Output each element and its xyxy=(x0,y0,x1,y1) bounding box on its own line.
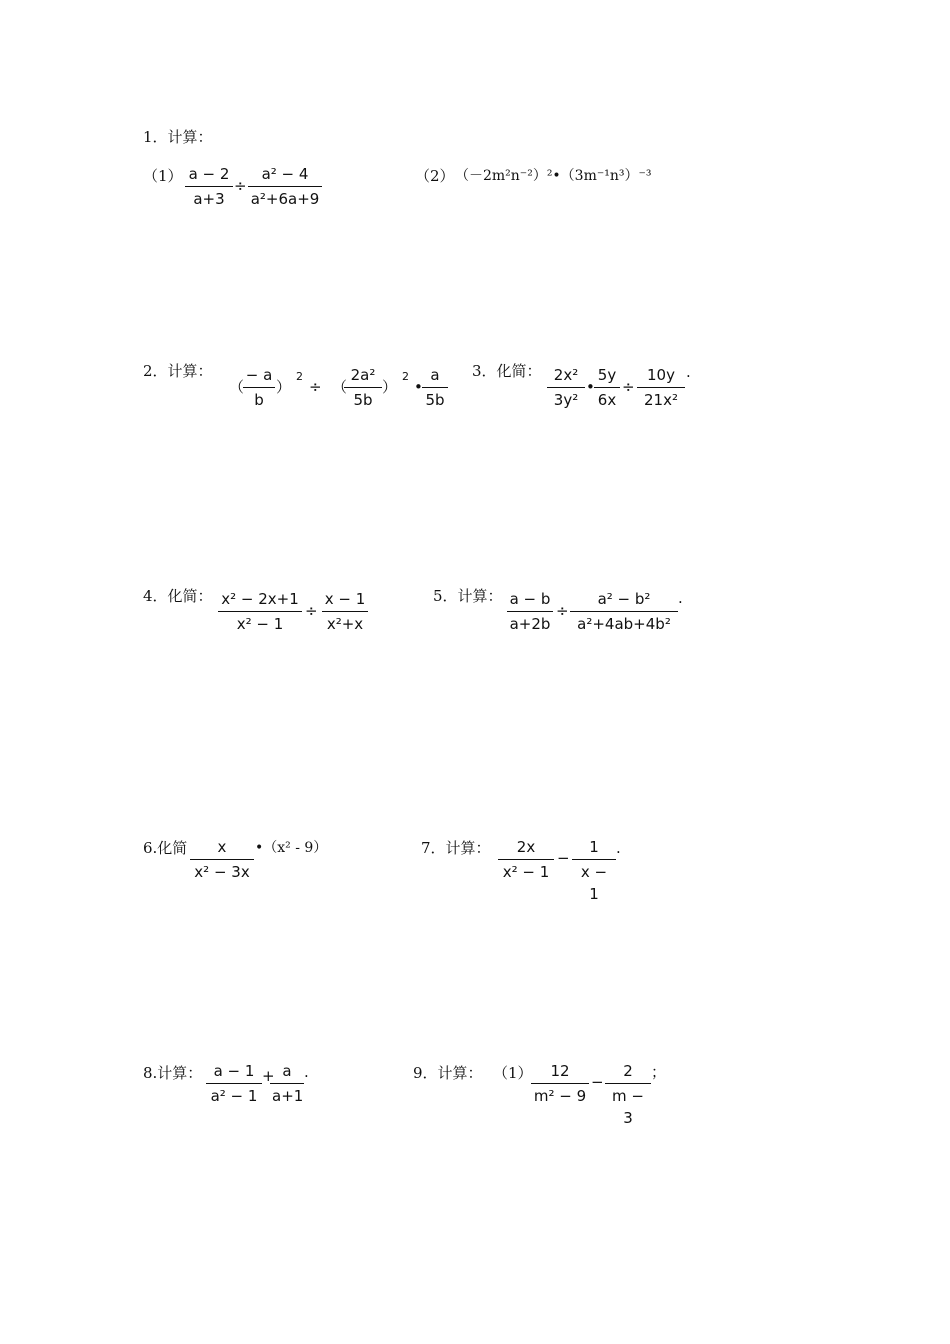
numerator: 2x² xyxy=(553,366,579,384)
numerator: x − 1 xyxy=(324,590,366,608)
right-paren: ） xyxy=(382,378,398,396)
fraction-bar xyxy=(572,859,616,860)
denominator: a+2b xyxy=(509,615,551,633)
plus-sign: + xyxy=(262,1067,275,1085)
divide-sign: ÷ xyxy=(622,378,635,396)
numerator: x² − 2x+1 xyxy=(221,590,299,608)
denominator: b xyxy=(254,391,264,409)
fraction-bar xyxy=(594,387,620,388)
problem-2-label: 2．计算： xyxy=(143,362,213,380)
denominator: 21x² xyxy=(644,391,678,409)
denominator: 5b xyxy=(353,391,373,409)
fraction-bar xyxy=(570,611,678,612)
denominator: 3y² xyxy=(553,391,579,409)
denominator: x − 1 xyxy=(580,863,608,903)
numerator: 12 xyxy=(550,1062,570,1080)
numerator: 2 xyxy=(623,1062,633,1080)
problem-6-tail-expression: •（x² - 9） xyxy=(255,840,328,856)
denominator: a²+6a+9 xyxy=(250,190,320,208)
left-paren: （ xyxy=(332,378,348,396)
numerator: a xyxy=(282,1062,292,1080)
problem-9-label: 9．计算： xyxy=(413,1064,483,1082)
semicolon: ； xyxy=(651,1063,667,1081)
divide-sign: ÷ xyxy=(556,602,569,620)
divide-sign: ÷ xyxy=(309,378,322,396)
denominator: x²+x xyxy=(326,615,364,633)
numerator: a − 2 xyxy=(188,165,230,183)
period: . xyxy=(678,589,683,607)
minus-sign: − xyxy=(591,1073,604,1091)
problem-5-label: 5．计算： xyxy=(433,587,503,605)
denominator: 6x xyxy=(597,391,617,409)
numerator: 5y xyxy=(597,366,617,384)
denominator: a²+4ab+4b² xyxy=(577,615,671,633)
problem-4-fraction-1 xyxy=(218,588,302,635)
fraction-bar xyxy=(206,1083,262,1084)
numerator: 2a² xyxy=(350,366,376,384)
denominator: x² − 1 xyxy=(502,863,550,881)
problem-1-fraction-2 xyxy=(248,163,322,210)
fraction-bar xyxy=(243,387,275,388)
problem-5-fraction-2 xyxy=(570,588,678,635)
period: . xyxy=(304,1063,309,1081)
problem-7-fraction-1 xyxy=(498,836,554,883)
problem-7-fraction-2 xyxy=(572,836,616,903)
problem-1-fraction-1 xyxy=(185,163,233,210)
fraction-bar xyxy=(248,186,322,187)
fraction-bar xyxy=(322,611,368,612)
denominator: x² − 3x xyxy=(194,863,250,881)
problem-2-fraction-1 xyxy=(243,364,275,411)
numerator: 2x xyxy=(516,838,536,856)
problem-5-fraction-1 xyxy=(507,588,553,635)
problem-1-label: 1．计算： xyxy=(143,128,213,146)
problem-4-label: 4．化简： xyxy=(143,587,213,605)
divide-sign: ÷ xyxy=(305,602,318,620)
problem-7-label: 7．计算： xyxy=(421,839,491,857)
problem-8-label: 8.计算： xyxy=(143,1064,203,1082)
multiply-dot: • xyxy=(586,378,595,396)
numerator: a² − b² xyxy=(597,590,651,608)
problem-3-label: 3．化简： xyxy=(472,362,542,380)
problem-9-fraction-1 xyxy=(531,1060,589,1107)
fraction-bar xyxy=(185,186,233,187)
problem-9-part-1-label: （1） xyxy=(493,1064,533,1082)
denominator: a+1 xyxy=(272,1087,304,1105)
denominator: 5b xyxy=(425,391,445,409)
denominator: m² − 9 xyxy=(533,1087,587,1105)
denominator: x² − 1 xyxy=(236,615,284,633)
fraction-bar xyxy=(270,1083,304,1084)
numerator: − a xyxy=(245,366,273,384)
problem-6-fraction-1 xyxy=(190,836,254,883)
problem-8-fraction-1 xyxy=(206,1060,262,1107)
numerator: x xyxy=(217,838,227,856)
problem-1-part-2-expression: （－2m²n⁻²）²•（3m⁻¹n³）⁻³ xyxy=(455,168,652,184)
problem-1-part-1-label: （1） xyxy=(143,167,183,185)
period: . xyxy=(616,839,621,857)
fraction-bar xyxy=(547,387,585,388)
numerator: 1 xyxy=(589,838,599,856)
left-paren: （ xyxy=(229,378,245,396)
fraction-bar xyxy=(422,387,448,388)
exponent: 2 xyxy=(296,370,303,383)
problem-9-fraction-2 xyxy=(605,1060,651,1127)
divide-sign: ÷ xyxy=(234,177,247,195)
problem-3-fraction-2 xyxy=(594,364,620,411)
fraction-bar xyxy=(498,859,554,860)
denominator: a+3 xyxy=(193,190,225,208)
problem-6-label: 6.化简 xyxy=(143,839,188,857)
problem-1-part-2-label: （2） xyxy=(415,167,455,185)
numerator: a − 1 xyxy=(213,1062,255,1080)
fraction-bar xyxy=(344,387,382,388)
fraction-bar xyxy=(637,387,685,388)
multiply-dot: • xyxy=(414,378,423,396)
fraction-bar xyxy=(190,859,254,860)
problem-8-fraction-2 xyxy=(270,1060,304,1107)
problem-2-fraction-3 xyxy=(422,364,448,411)
numerator: a − b xyxy=(509,590,551,608)
minus-sign: − xyxy=(557,849,570,867)
fraction-bar xyxy=(218,611,302,612)
numerator: a² − 4 xyxy=(261,165,309,183)
problem-3-fraction-3 xyxy=(637,364,685,411)
period: . xyxy=(686,363,691,381)
fraction-bar xyxy=(605,1083,651,1084)
numerator: 10y xyxy=(647,366,675,384)
exponent: 2 xyxy=(402,370,409,383)
right-paren: ） xyxy=(276,378,292,396)
numerator: a xyxy=(430,366,440,384)
denominator: a² − 1 xyxy=(210,1087,258,1105)
problem-2-fraction-2 xyxy=(344,364,382,411)
problem-4-fraction-2 xyxy=(322,588,368,635)
fraction-bar xyxy=(507,611,553,612)
denominator: m − 3 xyxy=(612,1087,644,1127)
fraction-bar xyxy=(531,1083,589,1084)
problem-3-fraction-1 xyxy=(547,364,585,411)
